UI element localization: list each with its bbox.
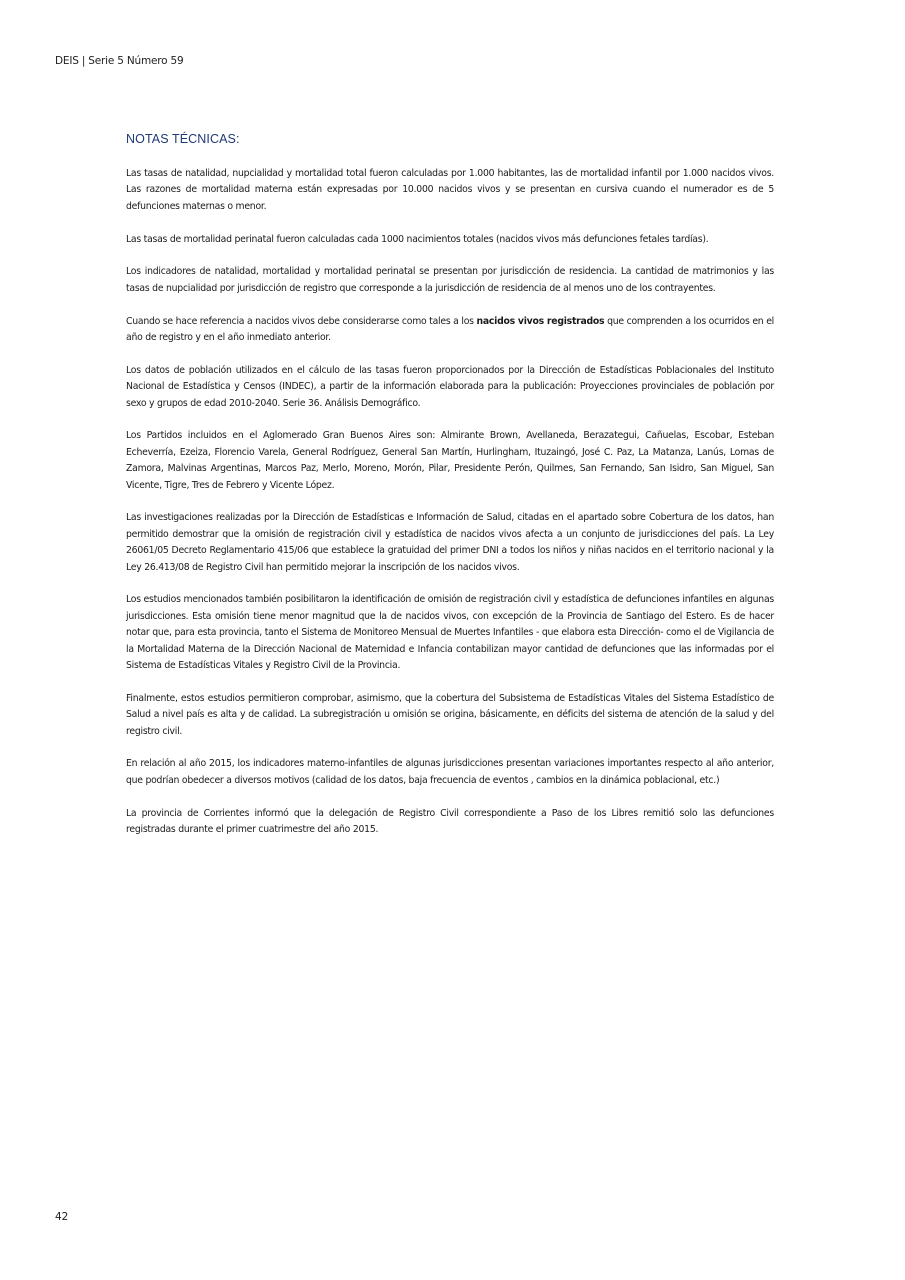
paragraph-jurisdiction: Los indicadores de natalidad, mortalidad y mortalidad perinatal se presentan por jurisdicción de residencia. La cantidad de matrimonios y las tasas de nupcialidad por jurisdicción de registro que corresponde a la jurisdicción de residencia de al menos uno de los contrayentes.	[126, 266, 774, 294]
paragraph-investigations: Las investigaciones realizadas por la Dirección de Estadísticas e Información de Salud, citadas en el apartado sobre Cobertura de los datos, han permitido demostrar que la omisión de registración civil y estadística de nacidos vivos afecta a un conjunto de jurisdicciones del país. La Ley 26061/05 Decreto Reglamentario 415/06 que establece la gratuidad del primer DNI a todos los niños y niñas nacidos en el territorio nacional y la Ley 26.413/08 de Registro Civil han permitido mejorar la inscripción de los nacidos vivos.	[126, 512, 774, 573]
paragraph-rates-units: Las tasas de natalidad, nupcialidad y mortalidad total fueron calculadas por 1.000 habitantes, las de mortalidad infantil por 1.000 nacidos vivos. Las razones de mortalidad materna están expresadas por 10.000 nacidos vivos y se presentan en cursiva cuando el numerador es de 5 defunciones maternas o menor.	[126, 168, 774, 212]
paragraph-studies-infant-deaths: Los estudios mencionados también posibilitaron la identificación de omisión de registración civil y estadística de defunciones infantiles en algunas jurisdicciones. Esta omisión tiene menor magnitud que la de nacidos vivos, con excepción de la Provincia de Santiago del Estero. Es de hacer notar que, para esta provincia, tanto el Sistema de Monitoreo Mensual de Muertes Infantiles - que elabora esta Dirección- como el de Vigilancia de la Mortalidad Materna de la Dirección Nacional de Maternidad e Infancia contabilizan mayor cantidad de defunciones que las informadas por el Sistema de Estadísticas Vitales y Registro Civil de la Provincia.	[126, 594, 774, 672]
paragraph-2015-variations: En relación al año 2015, los indicadores materno-infantiles de algunas jurisdicciones presentan variaciones importantes respecto al año anterior, que podrían obedecer a diversos motivos (calidad de los datos, baja frecuencia de eventos , cambios en la dinámica poblacional, etc.)	[126, 758, 774, 786]
section-title: NOTAS TÉCNICAS:	[126, 132, 240, 146]
paragraph-perinatal-rates: Las tasas de mortalidad perinatal fueron calculadas cada 1000 nacimientos totales (nacidos vivos más defunciones fetales tardías).	[126, 233, 709, 245]
paragraph-population-data: Los datos de población utilizados en el cálculo de las tasas fueron proporcionados por la Dirección de Estadísticas Poblacionales del Instituto Nacional de Estadística y Censos (INDEC), a partir de la información elaborada para la publicación: Proyecciones provinciales de población por sexo y grupos de edad 2010-2040. Serie 36. Análisis Demográfico.	[126, 364, 774, 409]
technical-notes-section	[126, 132, 774, 855]
paragraph-live-births-definition	[126, 314, 774, 347]
paragraph-gba-partidos: Los Partidos incluidos en el Aglomerado Gran Buenos Aires son: Almirante Brown, Avellaneda, Berazategui, Cañuelas, Escobar, Esteban Echeverría, Ezeiza, Florencio Varela, General Rodríguez, General San Martín, Hurlingham, Ituzaingó, José C. Paz, La Matanza, Lanús, Lomas de Zamora, Malvinas Argentinas, Marcos Paz, Merlo, Moreno, Morón, Pilar, Presidente Perón, Quilmes, San Fernando, San Isidro, San Miguel, San Vicente, Tigre, Tres de Febrero y Vicente López.	[126, 430, 774, 491]
live-births-text-before: Cuando se hace referencia a nacidos vivos debe considerarse como tales a los	[126, 315, 477, 327]
paragraph-coverage-conclusion: Finalmente, estos estudios permitieron comprobar, asimismo, que la cobertura del Subsistema de Estadísticas Vitales del Sistema Estadístico de Salud a nivel país es alta y de calidad. La subregistración u omisión se origina, básicamente, en déficits del sistema de atención de la salud y del registro civil.	[126, 692, 774, 737]
live-births-bold-term: nacidos vivos registrados	[476, 315, 605, 327]
live-births-text-after: que comprenden a los ocurridos en el año de registro y en el año inmediato anterior.	[126, 315, 775, 344]
running-header: DEIS | Serie 5 Número 59	[55, 55, 184, 67]
paragraph-corrientes-note: La provincia de Corrientes informó que la delegación de Registro Civil correspondiente a Paso de los Libres remitió solo las defunciones registradas durante el primer cuatrimestre del año 2015.	[126, 807, 774, 836]
page-number: 42	[55, 1211, 69, 1223]
